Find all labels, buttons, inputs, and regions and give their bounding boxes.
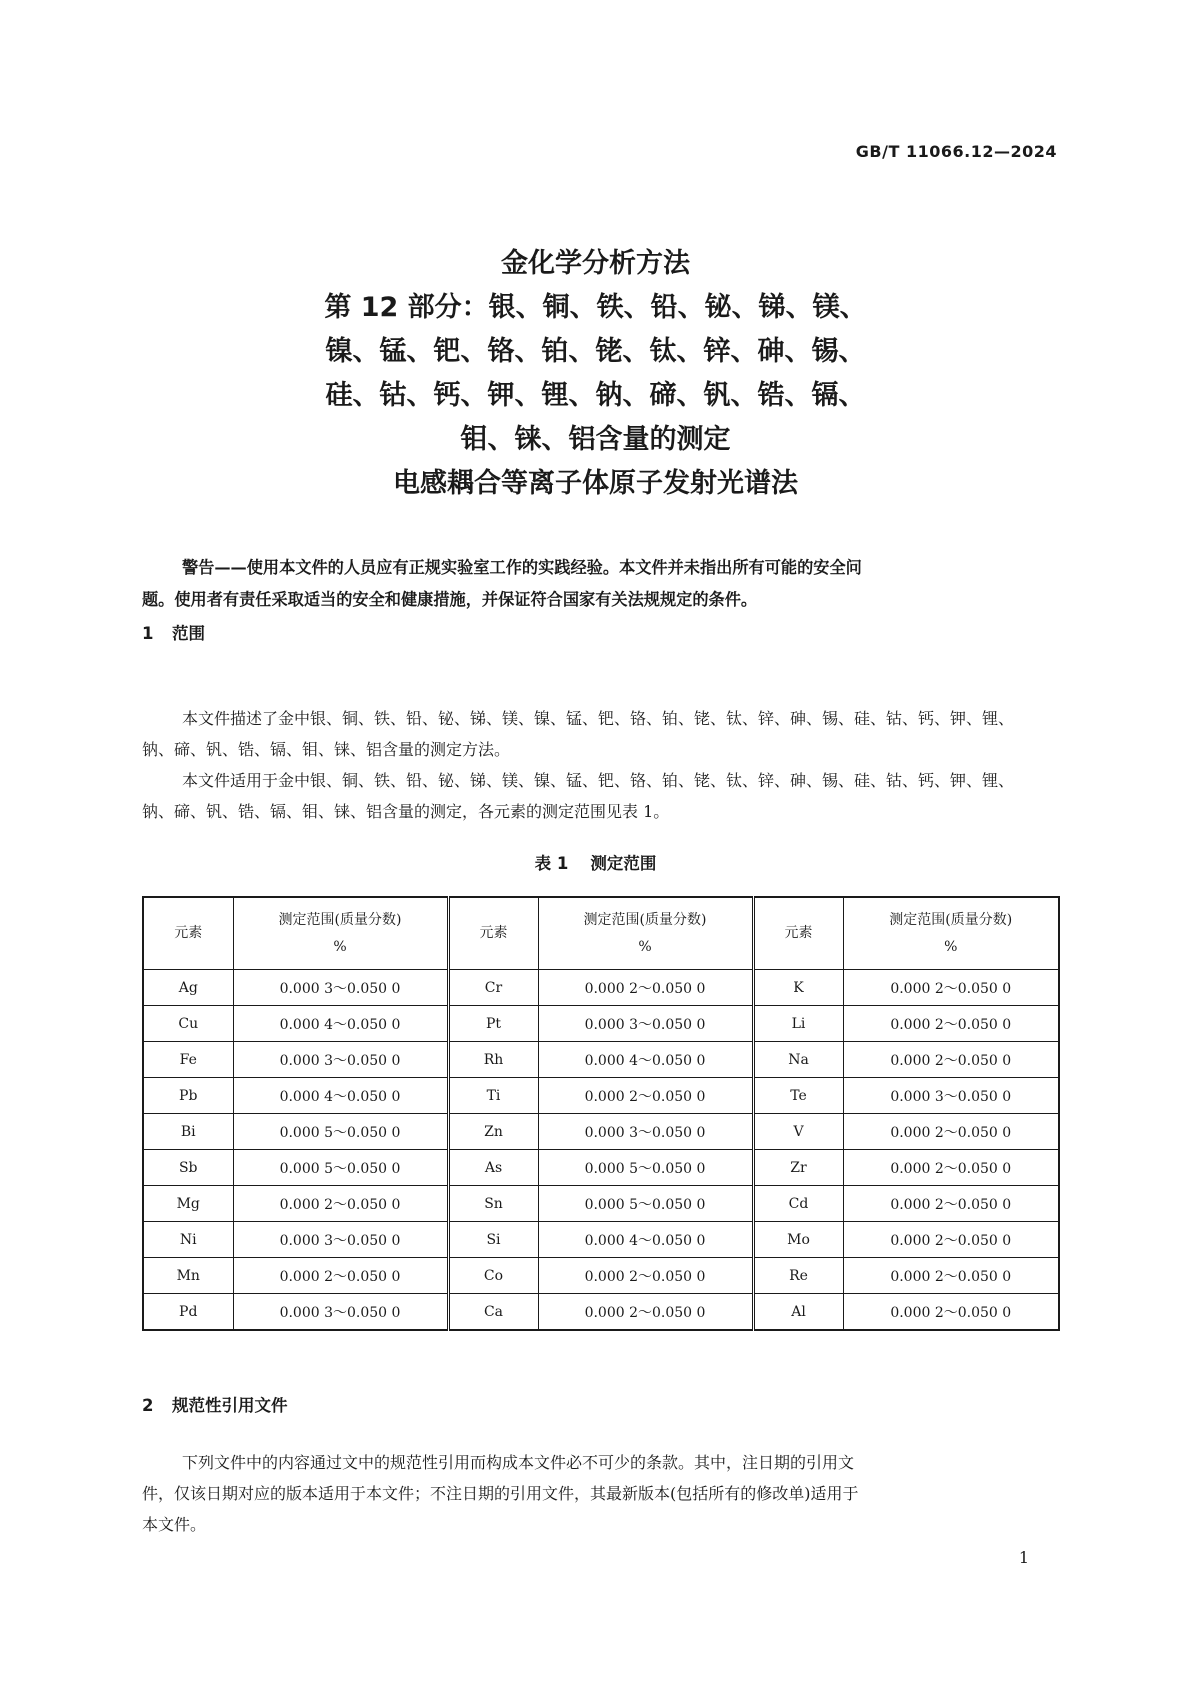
range-cell: 0.000 2～0.050 0 (843, 970, 1059, 1006)
range-cell: 0.000 2～0.050 0 (538, 970, 753, 1006)
warning-line: 警告——使用本文件的人员应有正规实验室工作的实践经验。本文件并未指出所有可能的安全问 (182, 558, 862, 577)
table-row (143, 1006, 1059, 1042)
element-cell: Bi (143, 1114, 233, 1150)
range-cell: 0.000 2～0.050 0 (233, 1258, 448, 1294)
element-cell: Zr (753, 1150, 843, 1186)
range-cell: 0.000 2～0.050 0 (538, 1078, 753, 1114)
header-element: 元素 (753, 897, 843, 970)
header-unit: % (638, 938, 652, 955)
range-cell: 0.000 2～0.050 0 (538, 1294, 753, 1331)
range-cell: 0.000 5～0.050 0 (538, 1186, 753, 1222)
table-row (143, 1186, 1059, 1222)
element-cell: K (753, 970, 843, 1006)
element-cell: Al (753, 1294, 843, 1331)
range-cell: 0.000 2～0.050 0 (843, 1186, 1059, 1222)
element-cell: Rh (448, 1042, 538, 1078)
table-row (143, 970, 1059, 1006)
paragraph-line: 件，仅该日期对应的版本适用于本文件；不注日期的引用文件，其最新版本(包括所有的修改单)适用于 (142, 1484, 859, 1503)
range-cell: 0.000 5～0.050 0 (233, 1150, 448, 1186)
range-cell: 0.000 3～0.050 0 (843, 1078, 1059, 1114)
header-range-label: 测定范围(质量分数) (889, 911, 1013, 928)
element-cell: Co (448, 1258, 538, 1294)
header-range (233, 897, 448, 970)
paragraph-line: 钠、碲、钒、锆、镉、钼、铼、铝含量的测定方法。 (142, 740, 511, 759)
title-line: 金化学分析方法 (501, 248, 690, 279)
section-title: 范围 (172, 624, 205, 643)
element-cell: Zn (448, 1114, 538, 1150)
paragraph-line: 钠、碲、钒、锆、镉、钼、铼、铝含量的测定，各元素的测定范围见表 1。 (142, 802, 670, 821)
header-unit: % (944, 938, 958, 955)
header-unit: % (333, 938, 347, 955)
section-heading-scope (142, 620, 205, 644)
element-cell: Ca (448, 1294, 538, 1331)
element-cell: Sb (143, 1150, 233, 1186)
range-cell: 0.000 4～0.050 0 (233, 1078, 448, 1114)
header-element: 元素 (448, 897, 538, 970)
header-range (538, 897, 753, 970)
table-row (143, 1042, 1059, 1078)
table-header-row (143, 897, 1059, 970)
title-line: 镍、锰、钯、铬、铂、铑、钛、锌、砷、锡、 (325, 336, 866, 367)
header-range-label: 测定范围(质量分数) (278, 911, 402, 928)
standard-code: GB/T 11066.12—2024 (855, 142, 1057, 161)
references-paragraph (142, 1447, 1058, 1540)
page-number: 1 (1018, 1548, 1029, 1567)
range-cell: 0.000 4～0.050 0 (538, 1042, 753, 1078)
element-cell: Mg (143, 1186, 233, 1222)
table-title: 测定范围 (590, 854, 657, 873)
element-cell: Mn (143, 1258, 233, 1294)
range-cell: 0.000 4～0.050 0 (233, 1006, 448, 1042)
range-cell: 0.000 2～0.050 0 (843, 1294, 1059, 1331)
element-cell: Te (753, 1078, 843, 1114)
table-row (143, 1294, 1059, 1331)
range-cell: 0.000 3～0.050 0 (233, 1294, 448, 1331)
element-cell: Sn (448, 1186, 538, 1222)
range-cell: 0.000 3～0.050 0 (233, 970, 448, 1006)
range-cell: 0.000 2～0.050 0 (843, 1042, 1059, 1078)
element-cell: Li (753, 1006, 843, 1042)
header-range-label: 测定范围(质量分数) (583, 911, 707, 928)
header-element: 元素 (143, 897, 233, 970)
paragraph-line: 本文件适用于金中银、铜、铁、铅、铋、锑、镁、镍、锰、钯、铬、铂、铑、钛、锌、砷、锡、硅、钴、钙、钾、锂、 (182, 771, 1015, 790)
section-heading-references (142, 1392, 288, 1416)
element-cell: Re (753, 1258, 843, 1294)
element-cell: Ti (448, 1078, 538, 1114)
table-row (143, 1150, 1059, 1186)
range-table (142, 896, 1060, 1331)
element-cell: Ag (143, 970, 233, 1006)
document-title (0, 242, 1191, 506)
element-cell: Na (753, 1042, 843, 1078)
range-cell: 0.000 2～0.050 0 (843, 1006, 1059, 1042)
table-label: 表 1 (534, 854, 569, 873)
range-cell: 0.000 2～0.050 0 (843, 1150, 1059, 1186)
table-caption (0, 850, 1191, 874)
paragraph-line: 下列文件中的内容通过文中的规范性引用而构成本文件必不可少的条款。其中，注日期的引用文 (182, 1453, 855, 1472)
section-number: 1 (142, 624, 154, 643)
warning-notice (142, 552, 1058, 616)
element-cell: Cu (143, 1006, 233, 1042)
table-row (143, 1222, 1059, 1258)
range-cell: 0.000 2～0.050 0 (843, 1258, 1059, 1294)
element-cell: Ni (143, 1222, 233, 1258)
range-cell: 0.000 3～0.050 0 (538, 1114, 753, 1150)
title-line: 硅、钴、钙、钾、锂、钠、碲、钒、锆、镉、 (325, 380, 866, 411)
paragraph-line: 本文件。 (142, 1515, 207, 1534)
section-number: 2 (142, 1396, 154, 1415)
element-cell: Pd (143, 1294, 233, 1331)
header-range (843, 897, 1059, 970)
range-cell: 0.000 5～0.050 0 (233, 1114, 448, 1150)
section-title: 规范性引用文件 (172, 1396, 288, 1415)
table-row (143, 1258, 1059, 1294)
table-row (143, 1078, 1059, 1114)
paragraph-line: 本文件描述了金中银、铜、铁、铅、铋、锑、镁、镍、锰、钯、铬、铂、铑、钛、锌、砷、锡、硅、钴、钙、钾、锂、 (182, 709, 1015, 728)
range-cell: 0.000 2～0.050 0 (233, 1186, 448, 1222)
warning-line: 题。使用者有责任采取适当的安全和健康措施，并保证符合国家有关法规规定的条件。 (142, 590, 758, 609)
range-cell: 0.000 2～0.050 0 (843, 1114, 1059, 1150)
element-cell: Cd (753, 1186, 843, 1222)
title-line: 钼、铼、铝含量的测定 (460, 424, 731, 455)
element-cell: Pb (143, 1078, 233, 1114)
element-cell: Fe (143, 1042, 233, 1078)
range-cell: 0.000 2～0.050 0 (843, 1222, 1059, 1258)
element-cell: As (448, 1150, 538, 1186)
range-cell: 0.000 3～0.050 0 (233, 1222, 448, 1258)
scope-paragraphs (142, 703, 1058, 827)
range-cell: 0.000 4～0.050 0 (538, 1222, 753, 1258)
element-cell: Cr (448, 970, 538, 1006)
element-cell: Si (448, 1222, 538, 1258)
range-cell: 0.000 5～0.050 0 (538, 1150, 753, 1186)
range-cell: 0.000 3～0.050 0 (233, 1042, 448, 1078)
element-cell: V (753, 1114, 843, 1150)
range-cell: 0.000 2～0.050 0 (538, 1258, 753, 1294)
element-cell: Pt (448, 1006, 538, 1042)
range-cell: 0.000 3～0.050 0 (538, 1006, 753, 1042)
element-cell: Mo (753, 1222, 843, 1258)
title-line: 第 12 部分：银、铜、铁、铅、铋、锑、镁、 (324, 292, 867, 323)
title-line: 电感耦合等离子体原子发射光谱法 (393, 468, 798, 499)
table-row (143, 1114, 1059, 1150)
